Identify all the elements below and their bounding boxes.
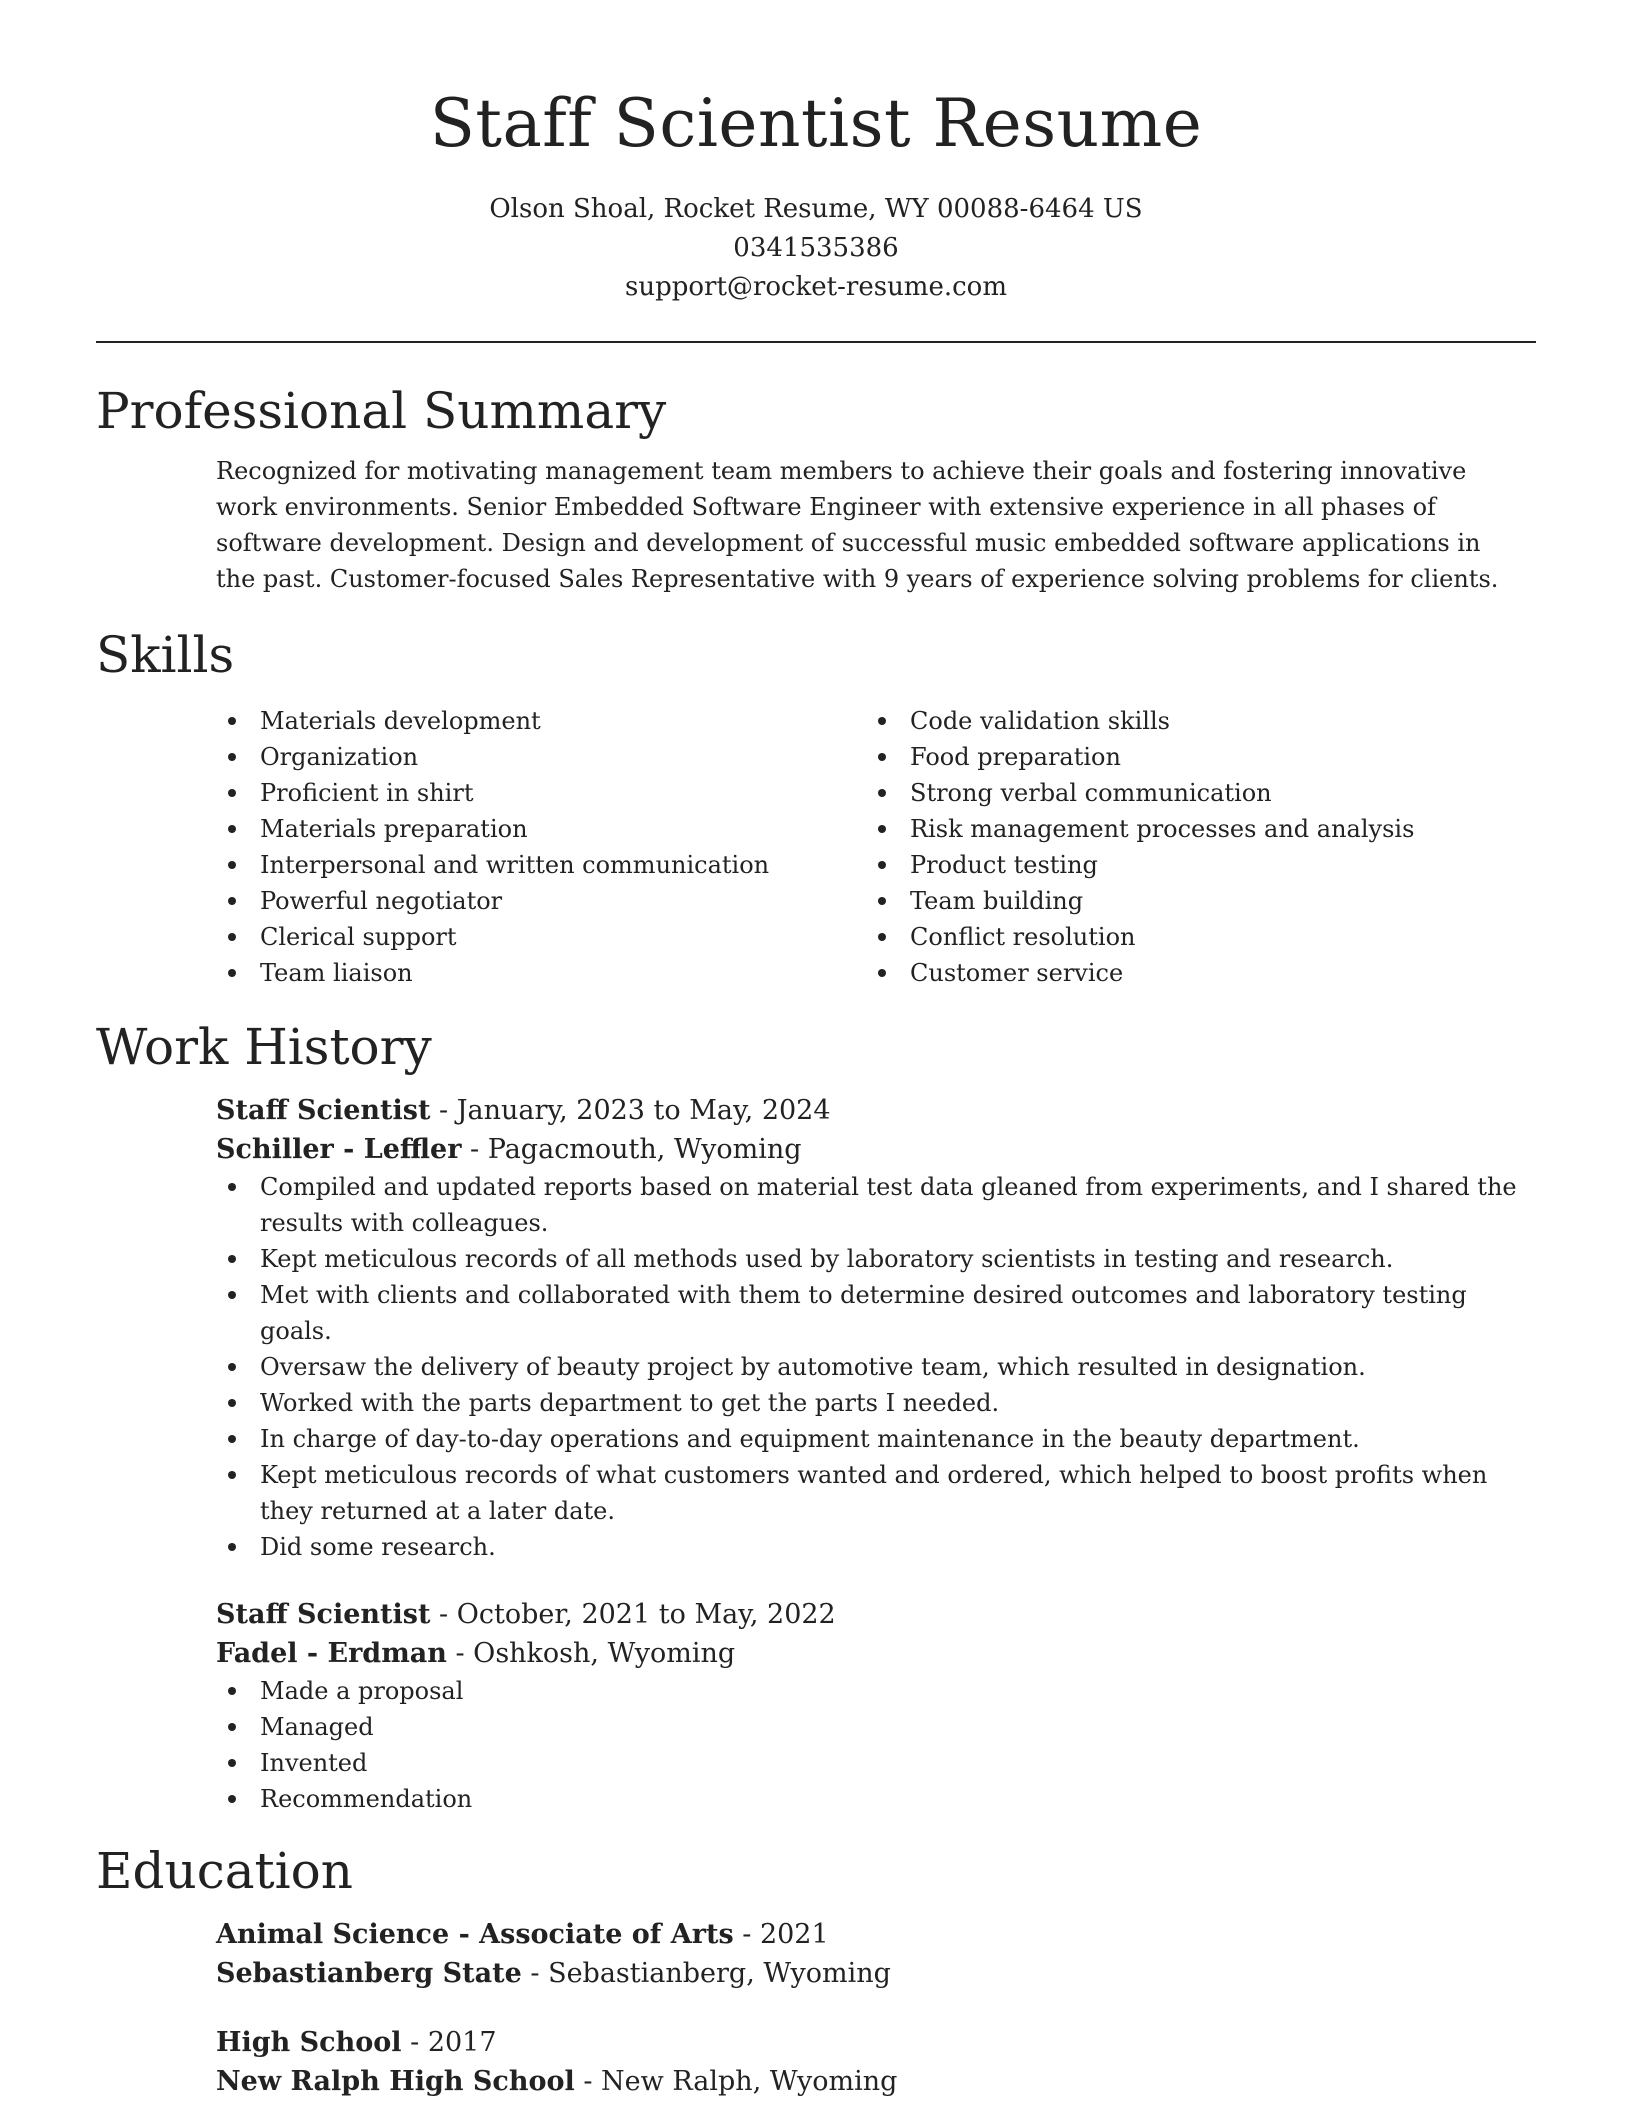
skill-item xyxy=(260,919,866,955)
summary-heading: Professional Summary xyxy=(96,382,667,440)
skill-text: Customer service xyxy=(910,959,1124,987)
bullet-dot-icon xyxy=(878,717,886,725)
job-duty-text: Compiled and updated reports based on material test data gleaned from experiments, and I shared the results with colleagues. xyxy=(260,1173,1517,1237)
summary-text: Recognized for motivating management team members to achieve their goals and fostering innovative work environments. Senior Embedded Software Engineer with extensive experience in all phases of software development. Design and development of successful music embedded software applications in the past. Customer-focused Sales Representative with 9 years of experience solving problems for clients. xyxy=(216,457,1499,593)
bullet-dot-icon xyxy=(228,753,236,761)
job-dates: - January, 2023 to May, 2024 xyxy=(430,1095,831,1126)
job-duty-text: Worked with the parts department to get the parts I needed. xyxy=(260,1389,1000,1417)
job-title: Staff Scientist xyxy=(216,1095,431,1126)
skill-text: Powerful negotiator xyxy=(260,887,503,915)
skills-column-right xyxy=(866,703,1516,991)
contact-block xyxy=(96,190,1536,307)
skill-item xyxy=(910,775,1516,811)
job-duty-item xyxy=(260,1781,1526,1817)
job-duties-list xyxy=(96,1169,1526,1565)
bullet-dot-icon xyxy=(228,1723,236,1731)
education-entry xyxy=(216,2023,1526,2101)
bullet-dot-icon xyxy=(228,1759,236,1767)
job-duty-item xyxy=(260,1277,1526,1349)
work-history-body xyxy=(216,1091,1526,1817)
job-duty-item xyxy=(260,1457,1526,1529)
job-company-line xyxy=(216,1634,1526,1673)
bullet-dot-icon xyxy=(878,897,886,905)
resume-page xyxy=(96,0,1536,2101)
skill-text: Materials preparation xyxy=(260,815,528,843)
bullet-dot-icon xyxy=(228,1471,236,1479)
skills-body xyxy=(216,703,1526,991)
bullet-dot-icon xyxy=(228,969,236,977)
education-body xyxy=(216,1915,1526,2101)
education-school-line xyxy=(216,1954,1526,1993)
education-location: - Sebastianberg, Wyoming xyxy=(521,1958,891,1989)
header-divider xyxy=(96,341,1536,343)
job-duty-item xyxy=(260,1241,1526,1277)
bullet-dot-icon xyxy=(228,1363,236,1371)
skill-item xyxy=(910,703,1516,739)
bullet-dot-icon xyxy=(878,933,886,941)
skill-text: Product testing xyxy=(910,851,1098,879)
bullet-dot-icon xyxy=(228,1399,236,1407)
job-duty-text: Invented xyxy=(260,1749,368,1777)
job-duty-item xyxy=(260,1169,1526,1241)
skill-item xyxy=(260,775,866,811)
skills-heading: Skills xyxy=(96,626,235,684)
skill-text: Interpersonal and written communication xyxy=(260,851,770,879)
bullet-dot-icon xyxy=(228,789,236,797)
job-duty-item xyxy=(260,1709,1526,1745)
bullet-dot-icon xyxy=(228,1795,236,1803)
job-duty-text: Managed xyxy=(260,1713,374,1741)
job-duty-text: Kept meticulous records of what customers wanted and ordered, which helped to boost profits when they returned at a later date. xyxy=(260,1461,1488,1525)
job-duty-item xyxy=(260,1745,1526,1781)
job-duty-text: Oversaw the delivery of beauty project by automotive team, which resulted in designation. xyxy=(260,1353,1366,1381)
skill-item xyxy=(260,811,866,847)
job-title-line xyxy=(216,1091,1526,1130)
skills-grid xyxy=(216,703,1526,991)
skill-item xyxy=(910,883,1516,919)
resume-header xyxy=(96,0,1536,307)
skill-text: Clerical support xyxy=(260,923,457,951)
skill-text: Team building xyxy=(910,887,1084,915)
bullet-dot-icon xyxy=(228,1255,236,1263)
bullet-dot-icon xyxy=(878,789,886,797)
skill-text: Risk management processes and analysis xyxy=(910,815,1415,843)
job-company: Schiller - Leffler xyxy=(216,1134,462,1165)
skill-text: Strong verbal communication xyxy=(910,779,1272,807)
contact-phone: 0341535386 xyxy=(733,233,899,263)
job-location: - Pagacmouth, Wyoming xyxy=(461,1134,802,1165)
resume-title: Staff Scientist Resume xyxy=(429,85,1203,162)
skills-section xyxy=(96,625,1536,991)
bullet-dot-icon xyxy=(228,717,236,725)
bullet-dot-icon xyxy=(228,1543,236,1551)
skill-item xyxy=(910,955,1516,991)
job-dates: - October, 2021 to May, 2022 xyxy=(430,1599,836,1630)
bullet-dot-icon xyxy=(228,861,236,869)
job-duty-text: Kept meticulous records of all methods used by laboratory scientists in testing and research. xyxy=(260,1245,1394,1273)
job-duty-text: Met with clients and collaborated with them to determine desired outcomes and laboratory testing goals. xyxy=(260,1281,1467,1345)
job-company: Fadel - Erdman xyxy=(216,1638,447,1669)
bullet-dot-icon xyxy=(228,933,236,941)
education-degree-line xyxy=(216,2023,1526,2062)
job-duty-item xyxy=(260,1421,1526,1457)
job-duty-item xyxy=(260,1529,1526,1565)
job-location: - Oshkosh, Wyoming xyxy=(446,1638,736,1669)
education-location: - New Ralph, Wyoming xyxy=(574,2066,898,2097)
bullet-dot-icon xyxy=(228,1291,236,1299)
job-duty-text: Did some research. xyxy=(260,1533,496,1561)
skill-item xyxy=(260,847,866,883)
job-duty-text: Made a proposal xyxy=(260,1677,464,1705)
education-school: Sebastianberg State xyxy=(216,1958,522,1989)
skill-item xyxy=(910,919,1516,955)
job-entry xyxy=(216,1595,1526,1817)
skill-text: Food preparation xyxy=(910,743,1121,771)
job-company-line xyxy=(216,1130,1526,1169)
skill-item xyxy=(910,847,1516,883)
summary-body xyxy=(216,453,1526,597)
education-section xyxy=(96,1841,1536,2101)
job-duty-item xyxy=(260,1349,1526,1385)
bullet-dot-icon xyxy=(228,825,236,833)
work-history-heading: Work History xyxy=(96,1018,432,1076)
skill-text: Organization xyxy=(260,743,419,771)
bullet-dot-icon xyxy=(878,825,886,833)
job-duties-list xyxy=(216,1673,1526,1817)
skill-text: Code validation skills xyxy=(910,707,1170,735)
education-heading: Education xyxy=(96,1842,353,1900)
job-entry xyxy=(216,1091,1526,1565)
education-school-line xyxy=(216,2062,1526,2101)
job-duty-text: Recommendation xyxy=(260,1785,473,1813)
summary-section xyxy=(96,381,1536,597)
education-year: - 2021 xyxy=(733,1919,829,1950)
skills-list-right xyxy=(866,703,1516,991)
education-year: - 2017 xyxy=(401,2027,497,2058)
education-school: New Ralph High School xyxy=(216,2066,575,2097)
education-entry xyxy=(216,1915,1526,1993)
job-title-line xyxy=(216,1595,1526,1634)
skill-text: Proficient in shirt xyxy=(260,779,474,807)
bullet-dot-icon xyxy=(228,1687,236,1695)
job-title: Staff Scientist xyxy=(216,1599,431,1630)
skill-item xyxy=(260,883,866,919)
education-degree: Animal Science - Associate of Arts xyxy=(216,1919,734,1950)
bullet-dot-icon xyxy=(228,1435,236,1443)
skills-list-left xyxy=(216,703,866,991)
work-history-section xyxy=(96,1017,1536,1817)
contact-address: Olson Shoal, Rocket Resume, WY 00088-6464 US xyxy=(489,194,1143,224)
bullet-dot-icon xyxy=(878,969,886,977)
education-degree: High School xyxy=(216,2027,402,2058)
job-duty-text: In charge of day-to-day operations and equipment maintenance in the beauty department. xyxy=(260,1425,1360,1453)
bullet-dot-icon xyxy=(228,1183,236,1191)
job-duty-item xyxy=(260,1385,1526,1421)
contact-email: support@rocket-resume.com xyxy=(624,272,1007,302)
skill-item xyxy=(910,739,1516,775)
skill-text: Team liaison xyxy=(260,959,413,987)
skill-item xyxy=(260,703,866,739)
bullet-dot-icon xyxy=(228,897,236,905)
bullet-dot-icon xyxy=(878,861,886,869)
skills-column-left xyxy=(216,703,866,991)
skill-item xyxy=(260,955,866,991)
education-degree-line xyxy=(216,1915,1526,1954)
skill-item xyxy=(260,739,866,775)
job-duty-item xyxy=(260,1673,1526,1709)
bullet-dot-icon xyxy=(878,753,886,761)
skill-text: Materials development xyxy=(260,707,541,735)
skill-item xyxy=(910,811,1516,847)
skill-text: Conflict resolution xyxy=(910,923,1136,951)
